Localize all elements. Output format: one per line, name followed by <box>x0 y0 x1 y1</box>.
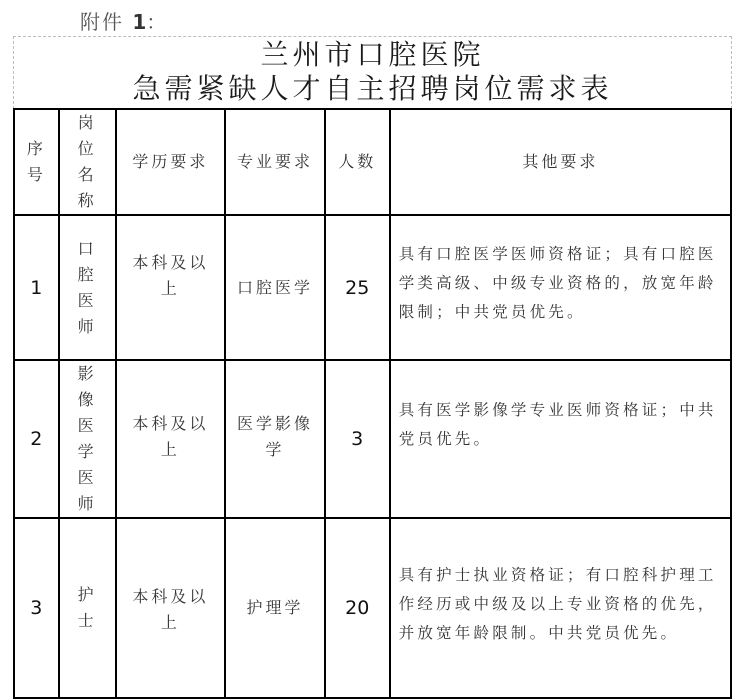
cell-seq: 2 <box>14 360 59 518</box>
cell-count: 20 <box>325 518 390 698</box>
cell-other-text: 具有医学影像学专业医师资格证；中共党员优先。 <box>398 401 717 448</box>
attachment-prefix: 附件 <box>80 10 124 34</box>
cell-major <box>225 360 325 518</box>
document-title <box>13 36 732 109</box>
title-hospital-name: 兰州市口腔医院 <box>260 38 485 71</box>
header-seq-label: 序号 <box>26 139 46 184</box>
attachment-label <box>80 6 168 35</box>
cell-position <box>59 215 116 360</box>
cell-other <box>390 215 731 360</box>
header-position <box>59 109 116 215</box>
cell-seq: 3 <box>14 518 59 698</box>
cell-education-text: 本科及以上 <box>132 587 209 632</box>
cell-education <box>116 215 226 360</box>
cell-education <box>116 518 226 698</box>
table-row <box>14 518 731 698</box>
cell-count: 25 <box>325 215 390 360</box>
cell-position <box>59 518 116 698</box>
header-education: 学历要求 <box>116 109 226 215</box>
cell-count: 3 <box>325 360 390 518</box>
cell-position-text: 护士 <box>77 585 97 630</box>
cell-education-text: 本科及以上 <box>132 414 209 459</box>
cell-position-text: 影像医学医师 <box>77 364 97 513</box>
cell-education <box>116 360 226 518</box>
cell-major <box>225 215 325 360</box>
cell-major <box>225 518 325 698</box>
header-other: 其他要求 <box>390 109 731 215</box>
header-count: 人数 <box>325 109 390 215</box>
cell-major-text: 护理学 <box>246 598 304 617</box>
cell-position <box>59 360 116 518</box>
table-header-row <box>14 109 731 215</box>
header-position-label: 岗位名称 <box>77 113 97 210</box>
cell-education-text: 本科及以上 <box>132 252 209 298</box>
recruitment-table <box>13 108 732 699</box>
attachment-suffix: ： <box>146 10 169 34</box>
cell-other <box>390 360 731 518</box>
cell-other-text: 具有护士执业资格证；有口腔科护理工作经历或中级及以上专业资格的优先，并放宽年龄限制。中共党员优先。 <box>398 565 717 642</box>
cell-other-text: 具有口腔医学医师资格证；具有口腔医学类高级、中级专业资格的，放宽年龄限制；中共党员优先。 <box>398 245 717 321</box>
header-seq <box>14 109 59 215</box>
table-row <box>14 215 731 360</box>
title-table-name: 急需紧缺人才自主招聘岗位需求表 <box>132 72 613 105</box>
attachment-number: 1 <box>132 10 147 34</box>
cell-other <box>390 518 731 698</box>
cell-position-text: 口腔医师 <box>77 238 97 336</box>
cell-major-text: 医学影像学 <box>236 414 313 459</box>
cell-major-text: 口腔医学 <box>236 277 313 297</box>
table-row <box>14 360 731 518</box>
cell-seq: 1 <box>14 215 59 360</box>
header-major: 专业要求 <box>225 109 325 215</box>
